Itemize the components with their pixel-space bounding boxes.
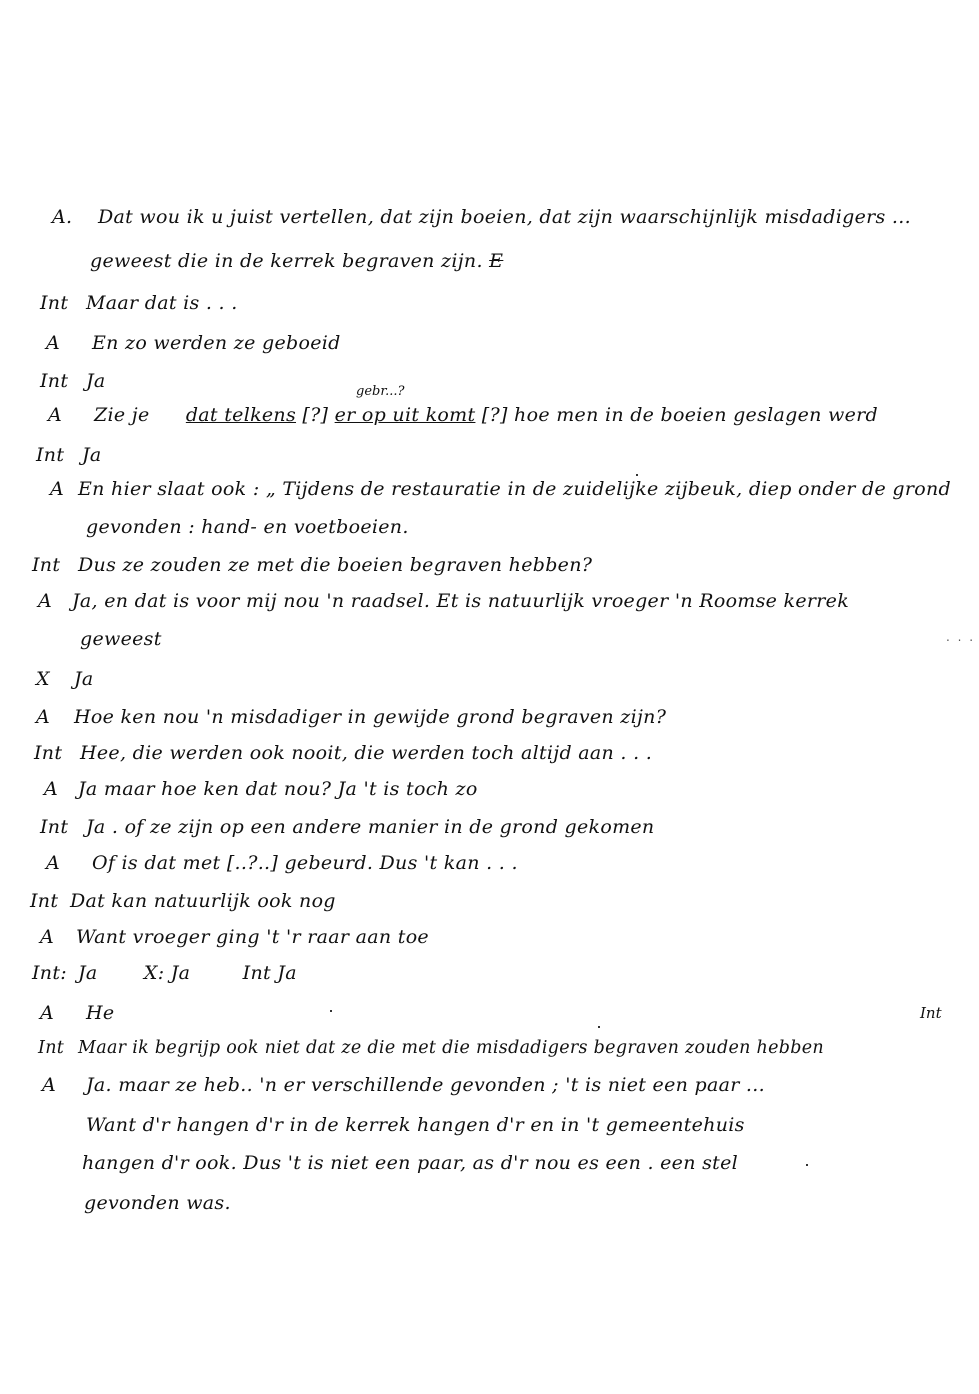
transcript-line	[36, 444, 102, 466]
speaker-label: A	[38, 590, 53, 612]
utterance-text: geweest die in de kerrek begraven zijn.	[90, 250, 483, 272]
utterance-text: Ja	[74, 668, 94, 690]
speaker-label: Int	[32, 554, 61, 576]
utterance-text: En hier slaat ook : „ Tijdens de restauratie in de zuidelijke zijbeuk, diep onder de grond	[78, 478, 951, 500]
utterance-text: Ja . of ze zijn op een andere manier in de grond gekomen	[86, 816, 655, 838]
transcript-line	[38, 1038, 824, 1058]
speaker-label: Int	[34, 742, 63, 764]
transcript-line	[52, 206, 911, 228]
speaker-label: Int	[38, 1038, 65, 1058]
transcript-line	[86, 516, 409, 538]
transcript-line	[38, 590, 849, 612]
utterance-text: geweest	[80, 628, 162, 650]
transcript-line	[30, 890, 336, 912]
transcript-line	[46, 332, 341, 354]
speaker-label: A	[46, 852, 61, 874]
speaker-label: A	[40, 1002, 55, 1024]
transcript-line	[40, 370, 106, 392]
utterance-text: hangen d'r ook. Dus 't is niet een paar, as d'r nou es een . een stel	[82, 1152, 739, 1174]
transcript-line	[80, 628, 162, 650]
utterance-text: Hoe ken nou 'n misdadiger in gewijde grond begraven zijn?	[74, 706, 667, 728]
utterance-text: Ja maar hoe ken dat nou? Ja 't is toch zo	[78, 778, 478, 800]
transcript-line	[48, 404, 878, 426]
transcript-line	[50, 478, 951, 500]
underlined-phrase: er op uit komt	[334, 404, 476, 426]
speaker-label: Int	[40, 816, 69, 838]
illegible-bracket: [..?..]	[226, 852, 279, 874]
utterance-text: Ja	[82, 444, 102, 466]
utterance-text: Dat kan natuurlijk ook nog	[70, 890, 336, 912]
utterance-text: Dat wou ik u juist vertellen, dat zijn boeien, dat zijn waarschijnlijk misdadigers ...	[98, 206, 911, 228]
speaker-label: X:	[143, 962, 165, 984]
transcript-line	[90, 250, 503, 272]
transcript-line	[40, 292, 238, 314]
speaker-label: A	[44, 778, 59, 800]
speaker-label: X	[36, 668, 50, 690]
scan-speck	[330, 1010, 332, 1012]
utterance-text: Ja	[277, 962, 297, 984]
utterance-text: Ja	[86, 370, 106, 392]
utterance-text: Ja	[78, 962, 98, 984]
utterance-text: Ja	[170, 962, 191, 984]
utterance-text: gevonden : hand- en voetboeien.	[86, 516, 409, 538]
utterance-text: Want d'r hangen d'r in de kerrek hangen d'r en in 't gemeentehuis	[86, 1114, 745, 1136]
utterance-text: Maar dat is . . .	[86, 292, 238, 314]
uncertain-mark: [?]	[302, 404, 329, 426]
transcript-line	[82, 1152, 738, 1174]
speaker-label: A	[48, 404, 63, 426]
speaker-label: A	[36, 706, 51, 728]
scan-speck	[598, 1026, 600, 1028]
speaker-label: Int	[30, 890, 59, 912]
speaker-label: A	[46, 332, 61, 354]
utterance-text: Dus ze zouden ze met die boeien begraven hebben?	[78, 554, 593, 576]
uncertain-mark: [?]	[481, 404, 508, 426]
utterance-text: Ja. maar ze heb.. 'n er verschillende gevonden ; 't is niet een paar ...	[86, 1074, 765, 1096]
transcript-line	[86, 1114, 745, 1136]
transcript-line	[40, 926, 429, 948]
transcript-line	[44, 778, 478, 800]
utterance-text: Maar ik begrijp ook niet dat ze die met die misdadigers begraven zouden hebben	[78, 1038, 824, 1058]
utterance-text: He	[86, 1002, 115, 1024]
speaker-label: A.	[52, 206, 73, 228]
transcript-line	[46, 852, 518, 874]
transcript-line	[42, 1074, 765, 1096]
transcript-line	[34, 742, 652, 764]
utterance-text: hoe men in de boeien geslagen werd	[514, 404, 878, 426]
utterance-text: Want vroeger ging 't 'r raar aan toe	[76, 926, 429, 948]
speaker-label: Int:	[32, 962, 67, 984]
transcript-line	[32, 554, 592, 576]
speaker-label: Int	[40, 370, 69, 392]
speaker-label: A	[40, 926, 55, 948]
utterance-text: Zie je	[94, 404, 150, 426]
transcript-line	[36, 668, 94, 690]
speaker-label: Int	[40, 292, 69, 314]
utterance-text: Hee, die werden ook nooit, die werden toch altijd aan . . .	[80, 742, 653, 764]
transcript-line	[40, 1002, 114, 1024]
utterance-text: Of is dat met	[92, 852, 221, 874]
transcript-line	[32, 962, 297, 984]
utterance-text: gevonden was.	[84, 1192, 231, 1214]
utterance-text: Ja, en dat is voor mij nou 'n raadsel. Et is natuurlijk vroeger 'n Roomse kerrek	[72, 590, 850, 612]
speaker-label: A	[42, 1074, 57, 1096]
utterance-text: gebeurd. Dus 't kan . . .	[284, 852, 518, 874]
margin-dots: . . .	[946, 630, 976, 644]
scan-speck	[806, 1164, 808, 1166]
speaker-label: A	[50, 478, 65, 500]
transcript-line	[84, 1192, 231, 1214]
utterance-text: En zo werden ze geboeid	[92, 332, 341, 354]
speaker-label: Int	[242, 962, 271, 984]
transcript-line	[40, 816, 654, 838]
struck-out-character: E	[489, 250, 504, 272]
underlined-phrase: dat telkens	[185, 404, 297, 426]
superscript-annotation: gebr...?	[356, 384, 405, 399]
scan-speck	[636, 474, 638, 476]
speaker-label: Int	[36, 444, 65, 466]
transcript-line	[36, 706, 666, 728]
margin-annotation: Int	[920, 1004, 942, 1022]
